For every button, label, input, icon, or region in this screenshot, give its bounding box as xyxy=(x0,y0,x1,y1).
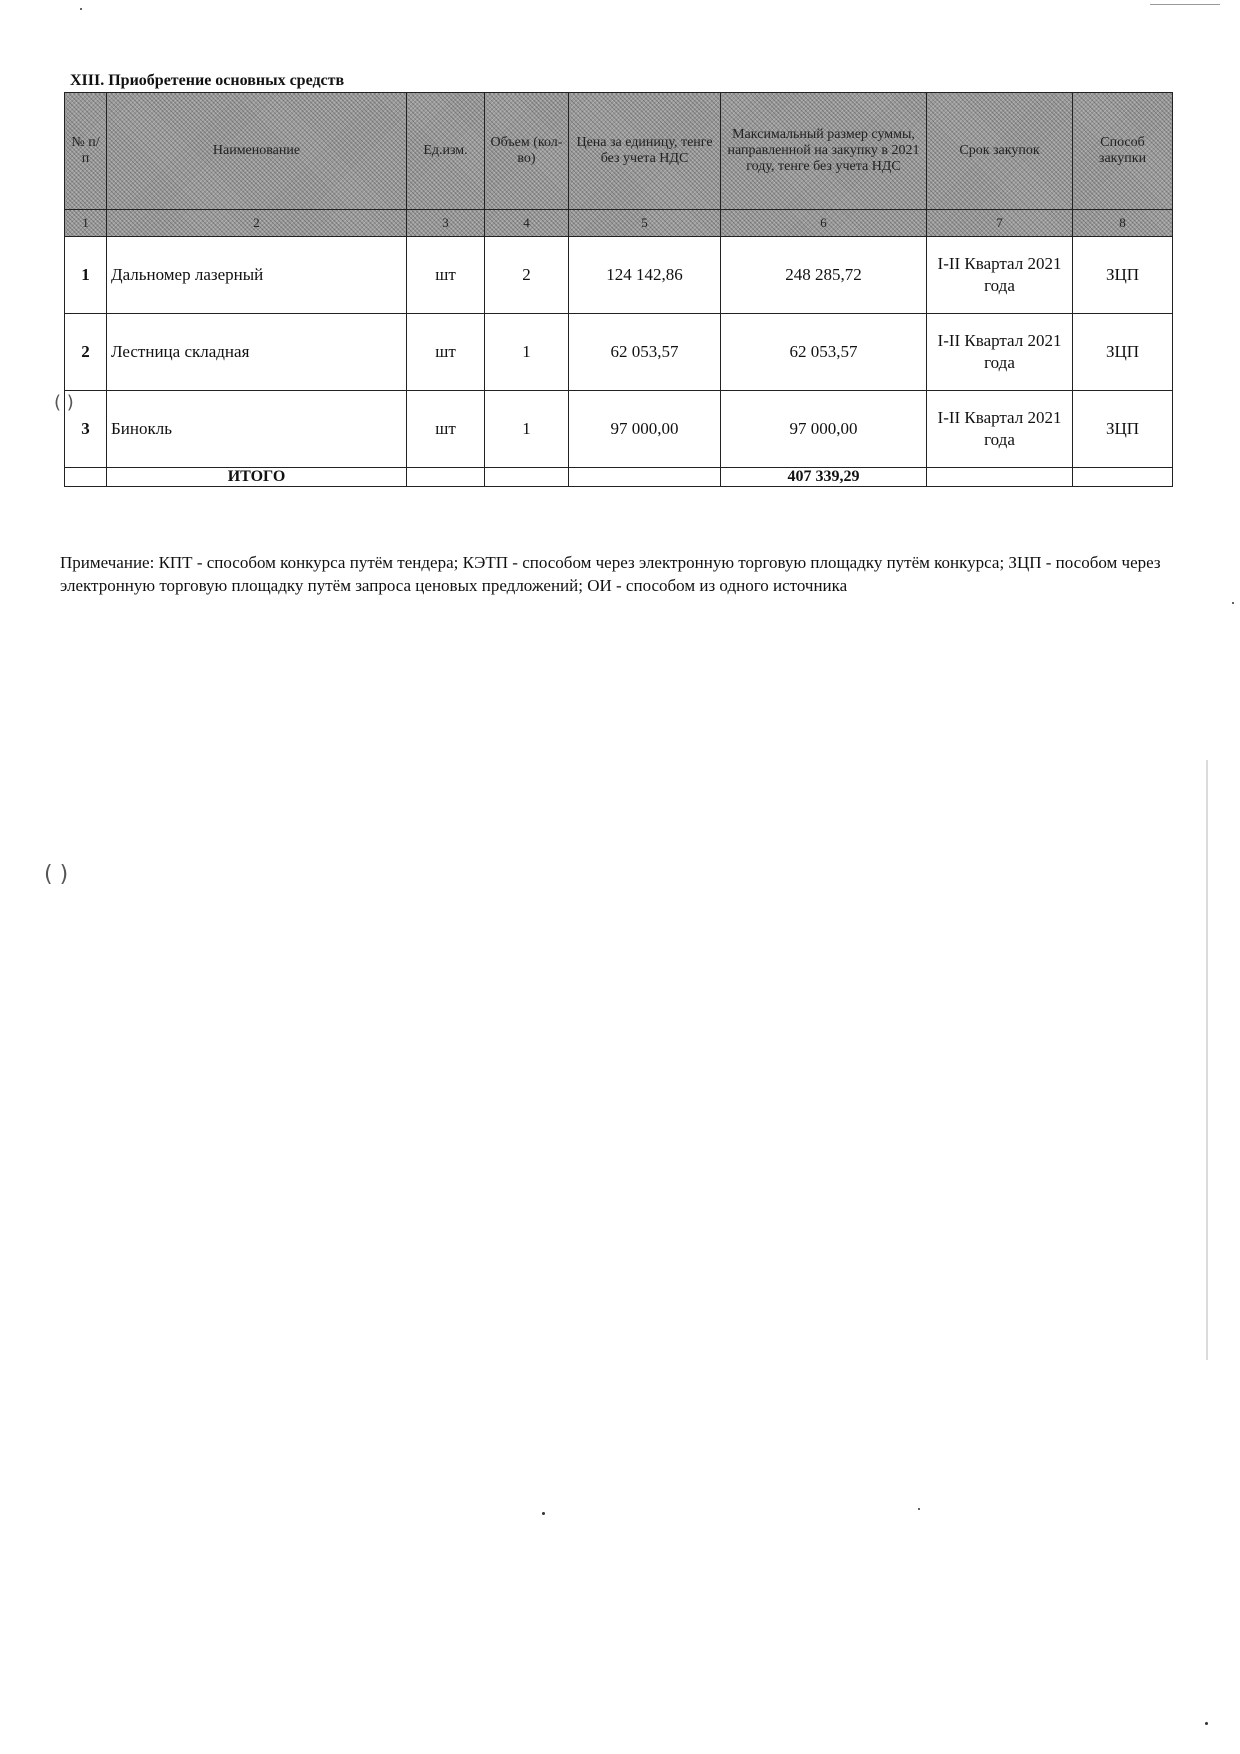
header-cell: Объем (кол-во) xyxy=(485,93,569,210)
scan-hole-mark: ( ) xyxy=(54,392,74,413)
fixed-assets-table xyxy=(64,92,1173,487)
header-cell: Способ закупки xyxy=(1073,93,1173,210)
row-number: 2 xyxy=(65,314,107,391)
total-row xyxy=(65,468,1173,487)
table-row xyxy=(65,391,1173,468)
item-quantity: 1 xyxy=(485,391,569,468)
column-number-cell: 5 xyxy=(569,210,721,237)
item-method: ЗЦП xyxy=(1073,314,1173,391)
scan-speck xyxy=(1232,602,1234,604)
item-quantity: 2 xyxy=(485,237,569,314)
scan-edge-line xyxy=(1206,760,1208,1360)
table-header-row xyxy=(65,93,1173,210)
column-number-cell: 2 xyxy=(107,210,407,237)
header-cell: Срок закупок xyxy=(927,93,1073,210)
total-empty-cell xyxy=(569,468,721,487)
total-empty-cell xyxy=(1073,468,1173,487)
procurement-methods-note: Примечание: КПТ - способом конкурса путём тендера; КЭТП - способом через электронную торговую площадку путём конкурса; ЗЦП - пособом через электронную торговую площадку путём запроса ценовых предложений; ОИ - способом из одного источника xyxy=(60,553,1161,595)
scan-speck xyxy=(1205,1722,1208,1725)
row-number: 1 xyxy=(65,237,107,314)
scan-speck xyxy=(80,8,82,10)
column-number-cell: 7 xyxy=(927,210,1073,237)
table-row xyxy=(65,314,1173,391)
item-period: I-II Квартал 2021 года xyxy=(927,391,1073,468)
item-quantity: 1 xyxy=(485,314,569,391)
column-number-cell: 6 xyxy=(721,210,927,237)
header-cell: № п/п xyxy=(65,93,107,210)
scan-speck xyxy=(542,1512,545,1515)
item-unit: шт xyxy=(407,391,485,468)
item-period: I-II Квартал 2021 года xyxy=(927,237,1073,314)
item-period: I-II Квартал 2021 года xyxy=(927,314,1073,391)
total-empty-cell xyxy=(927,468,1073,487)
item-price: 62 053,57 xyxy=(569,314,721,391)
item-unit: шт xyxy=(407,314,485,391)
scan-edge-line xyxy=(1150,4,1220,5)
total-empty-cell xyxy=(407,468,485,487)
item-name: Бинокль xyxy=(107,391,407,468)
total-value: 407 339,29 xyxy=(721,468,927,487)
table-row xyxy=(65,237,1173,314)
item-total: 248 285,72 xyxy=(721,237,927,314)
item-method: ЗЦП xyxy=(1073,391,1173,468)
column-number-cell: 8 xyxy=(1073,210,1173,237)
item-price: 124 142,86 xyxy=(569,237,721,314)
scan-speck xyxy=(918,1508,920,1510)
column-number-cell: 4 xyxy=(485,210,569,237)
item-price: 97 000,00 xyxy=(569,391,721,468)
item-name: Дальномер лазерный xyxy=(107,237,407,314)
total-empty-cell xyxy=(65,468,107,487)
header-cell: Наименование xyxy=(107,93,407,210)
header-cell: Цена за единицу, тенге без учета НДС xyxy=(569,93,721,210)
section-title: XIII. Приобретение основных средств xyxy=(70,72,345,89)
column-number-cell: 3 xyxy=(407,210,485,237)
item-total: 97 000,00 xyxy=(721,391,927,468)
total-empty-cell xyxy=(485,468,569,487)
column-number-cell: 1 xyxy=(65,210,107,237)
header-cell: Ед.изм. xyxy=(407,93,485,210)
item-method: ЗЦП xyxy=(1073,237,1173,314)
scan-hole-mark: ( ) xyxy=(44,862,69,887)
item-name: Лестница складная xyxy=(107,314,407,391)
item-unit: шт xyxy=(407,237,485,314)
item-total: 62 053,57 xyxy=(721,314,927,391)
column-number-row xyxy=(65,210,1173,237)
header-cell: Максимальный размер суммы, направленной на закупку в 2021 году, тенге без учета НДС xyxy=(721,93,927,210)
total-label: ИТОГО xyxy=(107,468,407,487)
row-number: 3 xyxy=(65,391,107,468)
